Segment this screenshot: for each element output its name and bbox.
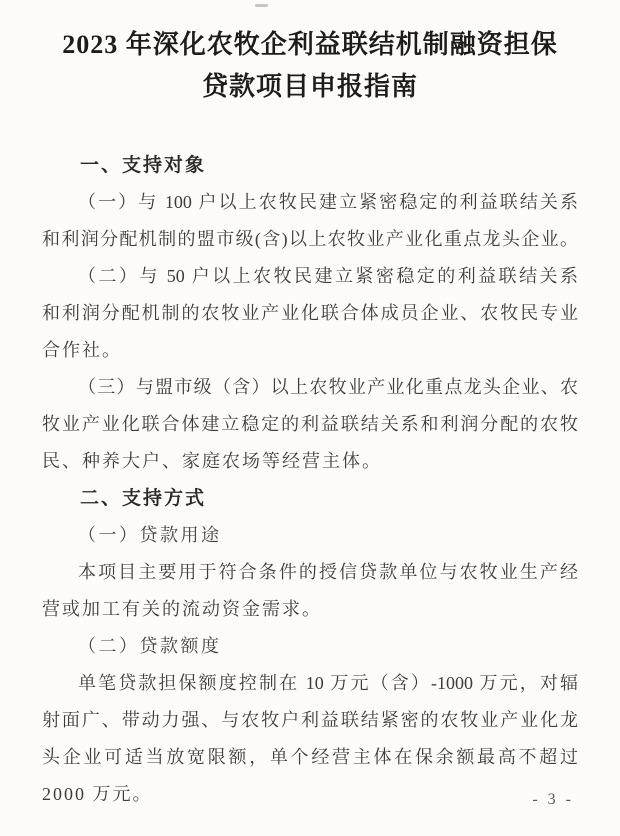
section-1-heading: 一、支持对象	[80, 155, 207, 176]
title-line-2: 贷款项目申报指南	[201, 72, 418, 101]
paragraph-line: 2000 万元。	[42, 784, 153, 804]
section-2-paragraph-1	[42, 554, 578, 628]
paragraph-line: 单笔贷款担保额度控制在 10 万元（含）-1000 万元，对辐	[78, 673, 578, 693]
title-line-1: 2023 年深化农牧企利益联结机制融资担保	[62, 30, 558, 59]
paragraph-line: 民、种养大户、家庭农场等经营主体。	[42, 451, 382, 471]
document-content	[0, 24, 620, 813]
section-2-heading: 二、支持方式	[80, 488, 207, 509]
page-number: - 3 -	[532, 791, 574, 808]
paragraph-line: 本项目主要用于符合条件的授信贷款单位与农牧业生产经	[78, 562, 578, 582]
section-2-paragraph-2	[42, 665, 578, 813]
section-1-paragraph-3	[42, 369, 578, 480]
section-1-paragraph-2	[42, 258, 578, 369]
page-title	[42, 24, 578, 108]
section-2-subheading-2: （二）贷款额度	[78, 636, 222, 656]
paragraph-line: 营或加工有关的流动资金需求。	[42, 599, 322, 619]
paragraph-line: （三）与盟市级（含）以上农牧业产业化重点龙头企业、农	[78, 377, 578, 397]
section-2-subheading-1: （一）贷款用途	[78, 525, 222, 545]
paragraph-line: （二）与 50 户以上农牧民建立紧密稳定的利益联结关系	[78, 266, 578, 286]
scan-artifact-mark	[255, 4, 268, 7]
section-1-paragraph-1	[42, 184, 578, 258]
paragraph-line: 射面广、带动力强、与农牧户利益联结紧密的农牧业产业化龙	[42, 710, 578, 730]
paragraph-line: 合作社。	[42, 340, 122, 360]
paragraph-line: 和利润分配机制的农牧业产业化联合体成员企业、农牧民专业	[42, 303, 578, 323]
paragraph-line: 头企业可适当放宽限额，单个经营主体在保余额最高不超过	[42, 747, 578, 767]
paragraph-line: 牧业产业化联合体建立稳定的利益联结关系和利润分配的农牧	[42, 414, 578, 434]
paragraph-line: （一）与 100 户以上农牧民建立紧密稳定的利益联结关系	[78, 192, 578, 212]
paragraph-line: 和利润分配机制的盟市级(含)以上农牧业产业化重点龙头企业。	[42, 229, 578, 249]
